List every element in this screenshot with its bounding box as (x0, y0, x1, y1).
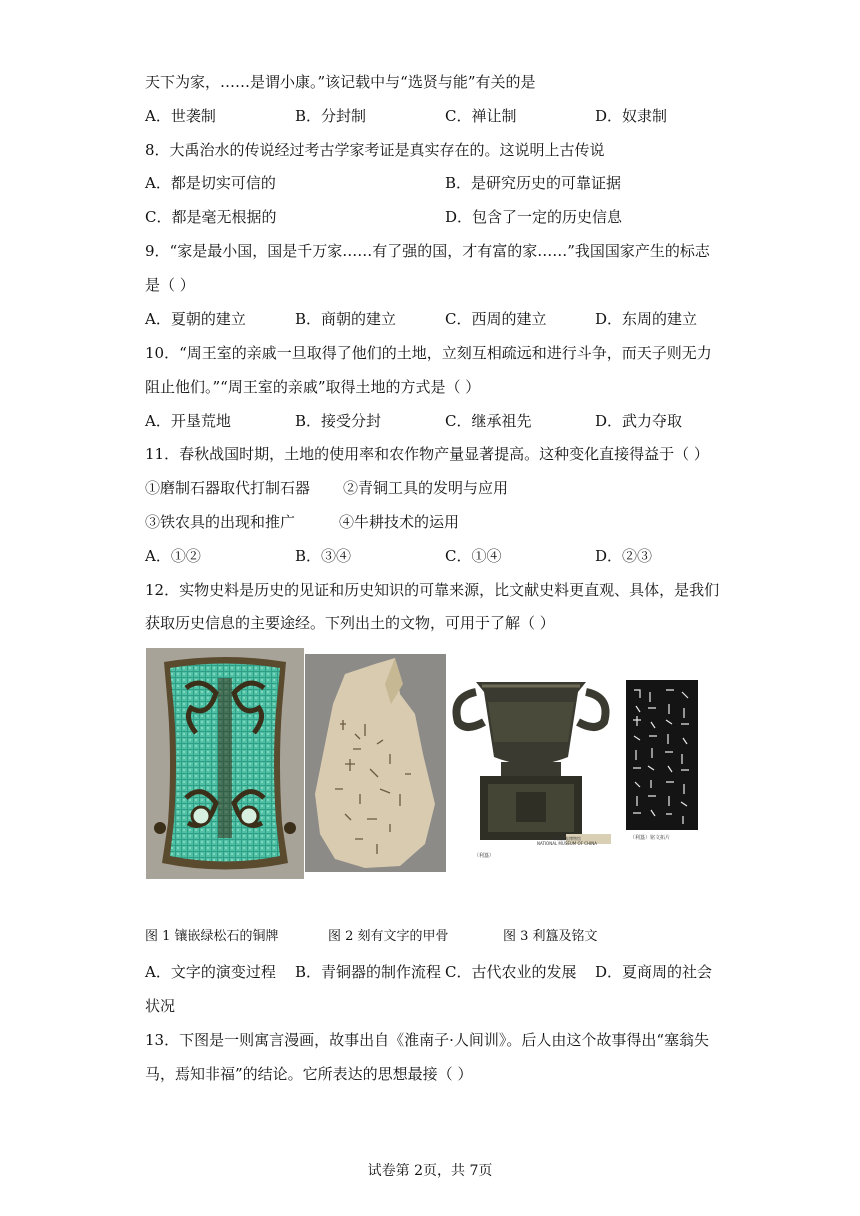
q11-item-1: ①磨制石器取代打制石器 (145, 479, 311, 497)
q10-option-a: A．开垦荒地 (145, 412, 231, 430)
inscription-rubbing-image (624, 678, 700, 848)
q11-option-d: D．②③ (595, 547, 653, 565)
q12-stem-line1: 12．实物史料是历史的见证和历史知识的可靠来源，比文献史料更直观、具体，是我们 (145, 581, 720, 599)
q9-stem-line2: 是（ ） (145, 276, 195, 294)
q12-option-d-continued: 状况 (145, 997, 176, 1015)
q8-option-c: C．都是毫无根据的 (145, 208, 277, 226)
q8-option-a: A．都是切实可信的 (145, 174, 276, 192)
q10-stem-line1: 10．“周王室的亲戚一旦取得了他们的土地，立刻互相疏远和进行斗争，而天子则无力 (145, 344, 712, 362)
li-gui-vessel-image (446, 662, 616, 867)
q13-stem-line2: 马，焉知非福”的结论。它所表达的思想最接（ ） (145, 1065, 473, 1083)
q11-option-b: B．③④ (295, 547, 352, 565)
figure-3-caption: 图 3 利簋及铭文 (503, 929, 598, 944)
turquoise-bronze-plaque-image (146, 648, 304, 879)
q10-stem-line2: 阻止他们。”“周王室的亲戚”取得土地的方式是（ ） (145, 378, 481, 396)
q9-stem-line1: 9．“家是最小国，国是千万家……有了强的国，才有富的家……”我国国家产生的标志 (145, 242, 710, 260)
q11-item-4: ④牛耕技术的运用 (339, 513, 460, 531)
q11-option-a: A．①② (145, 547, 201, 565)
q8-stem: 8．大禹治水的传说经过考古学家考证是真实存在的。这说明上古传说 (145, 141, 605, 159)
page-footer: 试卷第 2页，共 7页 (367, 1163, 493, 1179)
q12-option-a: A．文字的演变过程 (145, 963, 276, 981)
q11-item-2: ②青铜工具的发明与应用 (343, 479, 509, 497)
q7-option-d: D．奴隶制 (595, 107, 668, 125)
q11-item-3: ③铁农具的出现和推广 (145, 513, 296, 531)
q10-option-b: B．接受分封 (295, 412, 382, 430)
q7-option-a: A．世袭制 (145, 107, 216, 125)
q7-option-c: C．禅让制 (445, 107, 517, 125)
oracle-bone-image (305, 654, 446, 872)
q10-option-d: D．武力夺取 (595, 412, 683, 430)
q8-option-d: D．包含了一定的历史信息 (445, 208, 623, 226)
q12-option-c: C．古代农业的发展 (445, 963, 577, 981)
q7-stem-tail: 天下为家，……是谓小康。”该记载中与“选贤与能”有关的是 (145, 73, 536, 91)
q9-option-a: A．夏朝的建立 (145, 310, 246, 328)
q12-option-b: B．青铜器的制作流程 (295, 963, 442, 981)
rubbing-label: （利簋）铭文拓片 (630, 835, 671, 841)
q11-option-c: C．①④ (445, 547, 502, 565)
vessel-label: （利簋） (474, 853, 495, 859)
q9-option-b: B．商朝的建立 (295, 310, 397, 328)
figure-2-caption: 图 2 刻有文字的甲骨 (328, 929, 449, 944)
q7-option-b: B．分封制 (295, 107, 367, 125)
museum-label-cn: 中国国家博物馆 (553, 836, 581, 841)
figure-1-caption: 图 1 镶嵌绿松石的铜牌 (145, 929, 279, 944)
q12-option-d: D．夏商周的社会 (595, 963, 713, 981)
q9-option-c: C．西周的建立 (445, 310, 547, 328)
q8-option-b: B．是研究历史的可靠证据 (445, 174, 622, 192)
museum-label-en: NATIONAL MUSEUM OF CHINA (537, 841, 597, 846)
q10-option-c: C．继承祖先 (445, 412, 532, 430)
q12-stem-line2: 获取历史信息的主要途经。下列出土的文物，可用于了解（ ） (145, 614, 555, 632)
q13-stem-line1: 13．下图是一则寓言漫画，故事出自《淮南子·人间训》。后人由这个故事得出“塞翁失 (145, 1031, 710, 1049)
q9-option-d: D．东周的建立 (595, 310, 698, 328)
q11-stem: 11．春秋战国时期，土地的使用率和农作物产量显著提高。这种变化直接得益于（ ） (145, 445, 709, 463)
